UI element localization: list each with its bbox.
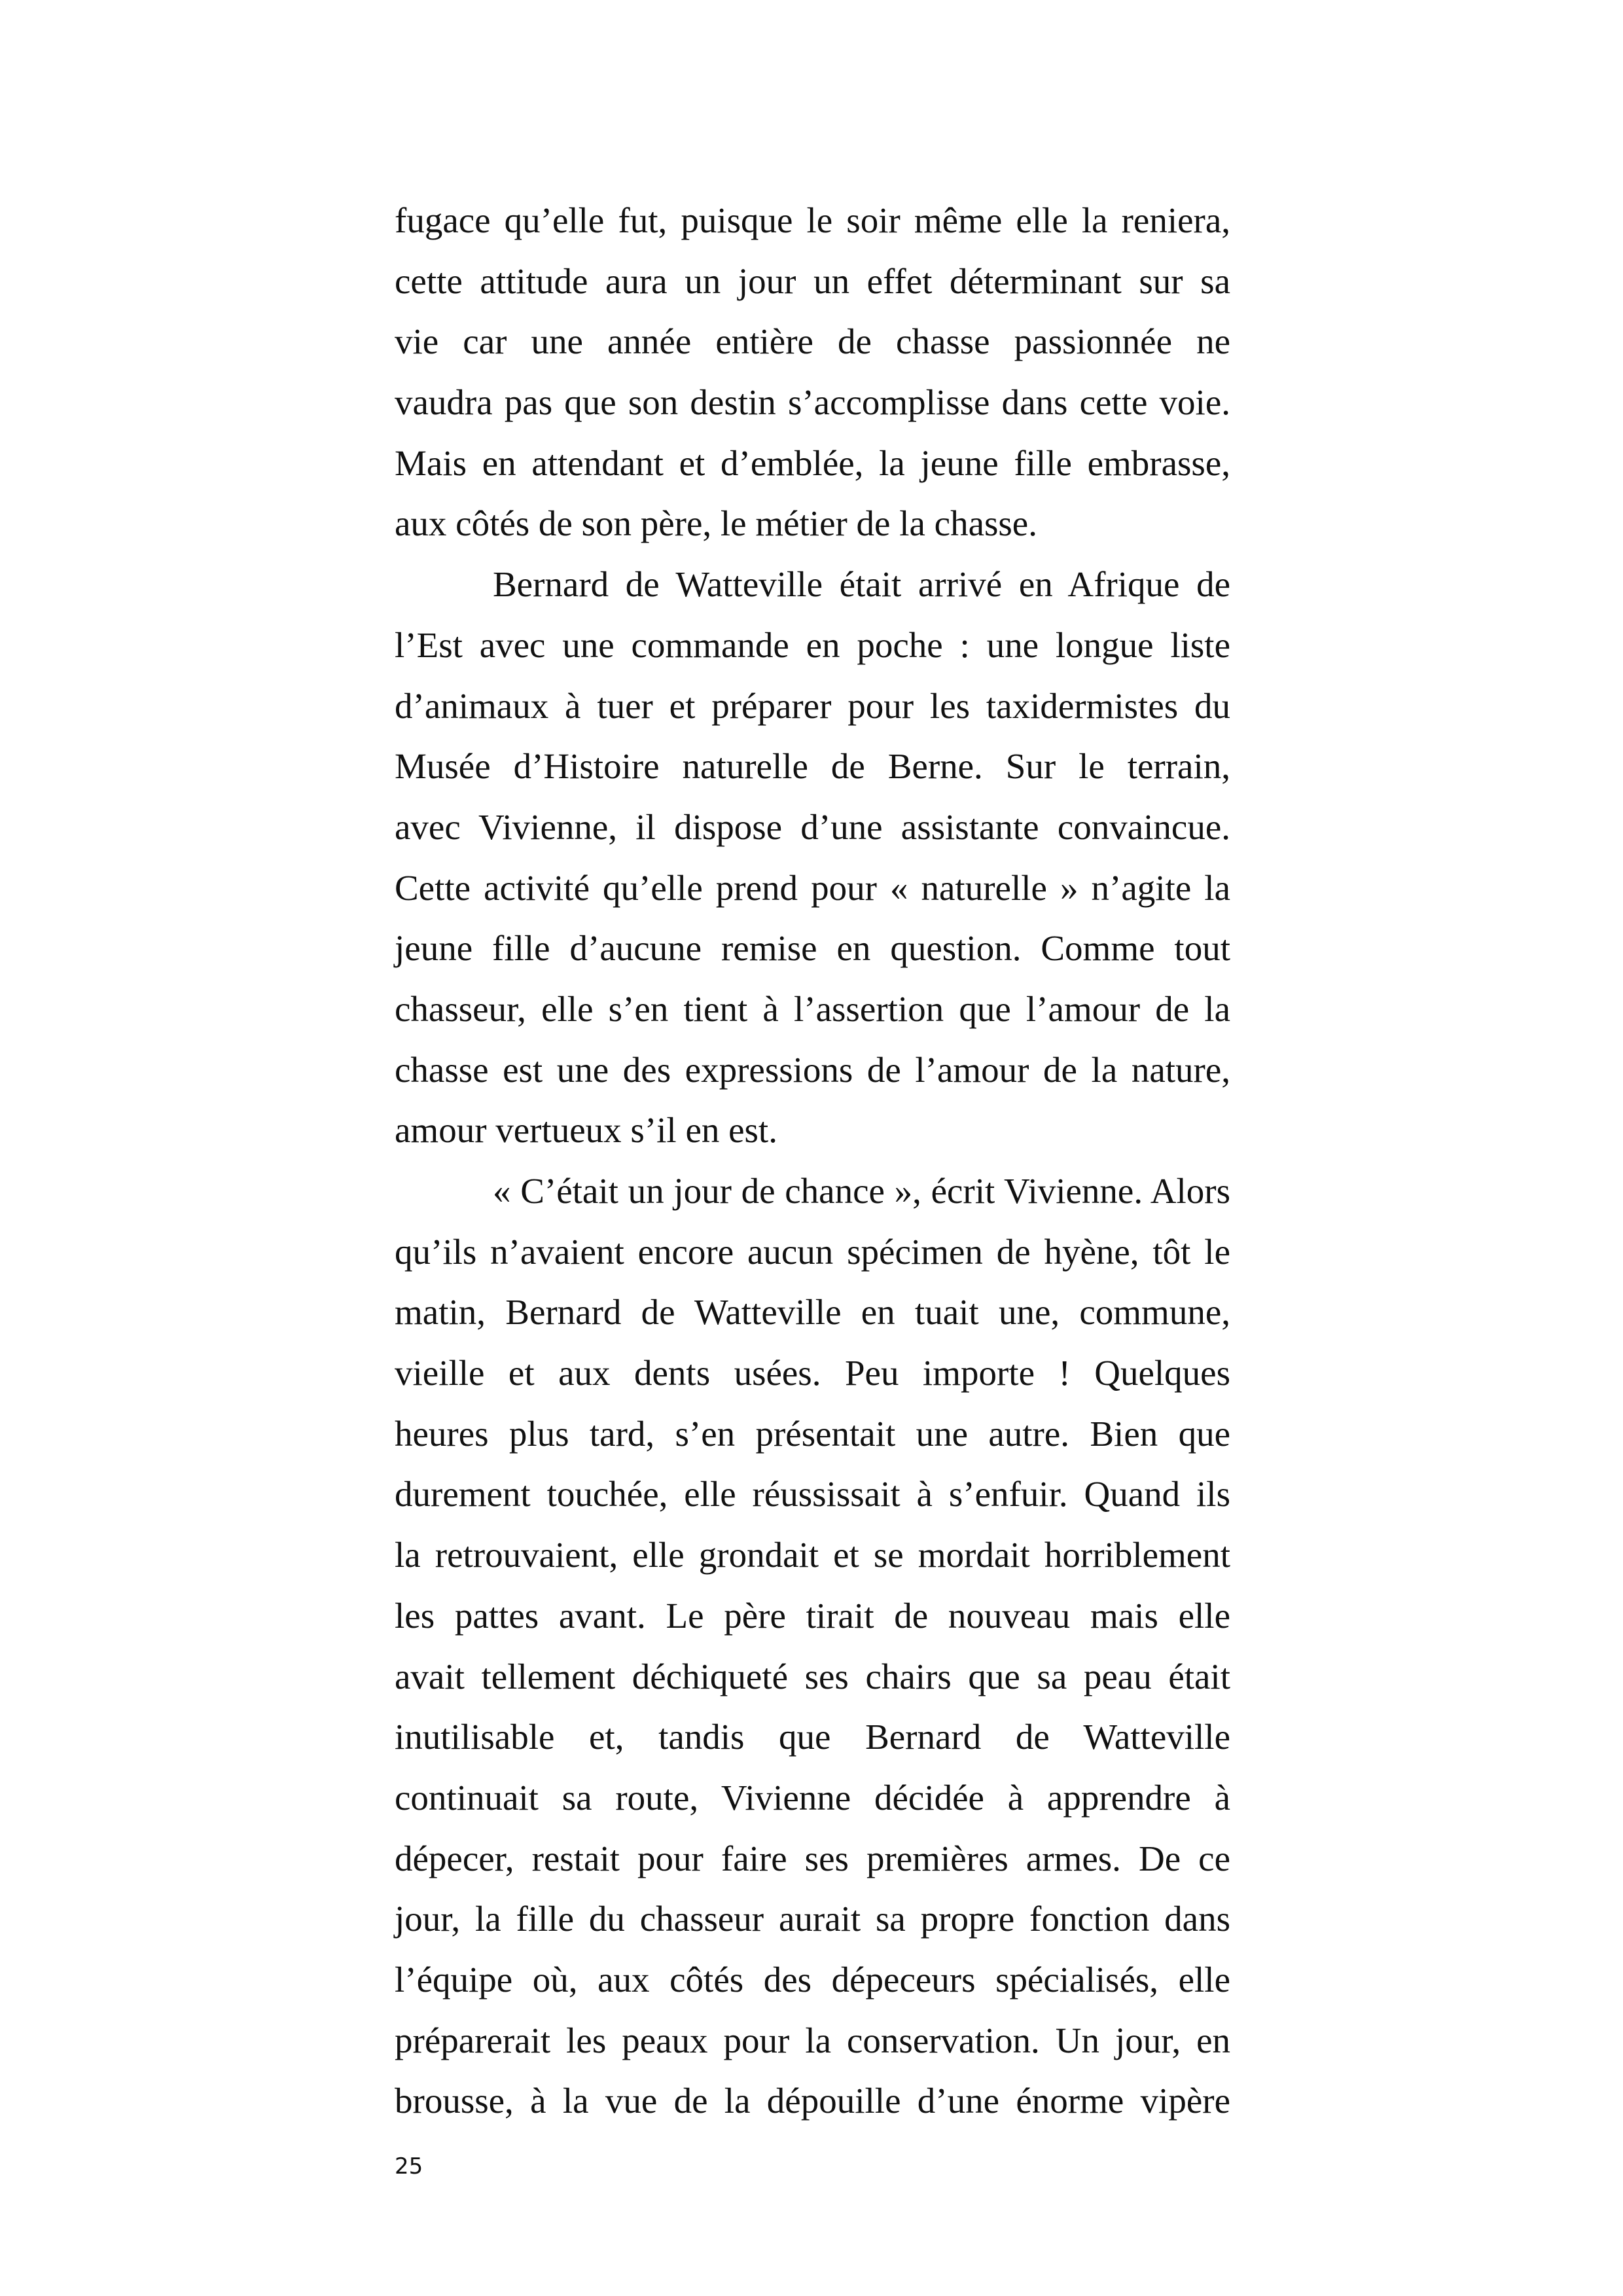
text-line: amour vertueux s’il en est. [395, 1110, 777, 1151]
text-line: l’équipe où, aux côtés des dépeceurs spécialisés, elle [395, 1959, 1230, 2000]
paragraph-2 [395, 554, 1230, 1161]
text-line: Musée d’Histoire naturelle de Berne. Sur le terrain, [395, 746, 1230, 787]
text-line: « C’était un jour de chance », écrit Vivienne. Alors [493, 1171, 1230, 1211]
paragraph-1 [395, 190, 1230, 554]
text-line: vie car une année entière de chasse passionnée ne [395, 321, 1230, 362]
text-line: aux côtés de son père, le métier de la chasse. [395, 503, 1037, 544]
body-text [395, 190, 1230, 2132]
text-line: la retrouvaient, elle grondait et se mordait horriblement [395, 1535, 1230, 1575]
text-line: les pattes avant. Le père tirait de nouveau mais elle [395, 1595, 1230, 1636]
text-line: l’Est avec une commande en poche : une longue liste [395, 624, 1230, 665]
text-line: continuait sa route, Vivienne décidée à apprendre à [395, 1777, 1230, 1818]
text-line: fugace qu’elle fut, puisque le soir même elle la reniera, [395, 200, 1230, 240]
text-line: préparerait les peaux pour la conservation. Un jour, en [395, 2020, 1230, 2060]
text-line: avec Vivienne, il dispose d’une assistante convaincue. [395, 806, 1230, 847]
text-line: vieille et aux dents usées. Peu importe ! Quelques [395, 1353, 1230, 1393]
text-line: chasse est une des expressions de l’amour de la nature, [395, 1049, 1230, 1090]
text-line: matin, Bernard de Watteville en tuait une, commune, [395, 1292, 1230, 1333]
text-line: jour, la fille du chasseur aurait sa propre fonction dans [395, 1899, 1230, 1939]
text-line: d’animaux à tuer et préparer pour les taxidermistes du [395, 685, 1230, 726]
text-line: dépecer, restait pour faire ses premières armes. De ce [395, 1838, 1230, 1878]
page-number: 25 [395, 2153, 423, 2179]
paragraph-3 [395, 1161, 1230, 2132]
text-line: inutilisable et, tandis que Bernard de Watteville [395, 1717, 1230, 1757]
text-line: durement touchée, elle réussissait à s’enfuir. Quand ils [395, 1474, 1230, 1515]
text-line: jeune fille d’aucune remise en question. Comme tout [395, 928, 1230, 969]
text-line: Cette activité qu’elle prend pour « naturelle » n’agite la [395, 867, 1230, 908]
text-line: avait tellement déchiqueté ses chairs que sa peau était [395, 1656, 1230, 1696]
text-line: heures plus tard, s’en présentait une autre. Bien que [395, 1413, 1230, 1454]
text-line: Bernard de Watteville était arrivé en Afrique de [493, 564, 1230, 605]
text-line: qu’ils n’avaient encore aucun spécimen de hyène, tôt le [395, 1231, 1230, 1272]
text-line: brousse, à la vue de la dépouille d’une énorme vipère [395, 2081, 1230, 2121]
text-line: cette attitude aura un jour un effet déterminant sur sa [395, 260, 1230, 301]
text-line: Mais en attendant et d’emblée, la jeune fille embrasse, [395, 442, 1230, 483]
text-line: vaudra pas que son destin s’accomplisse dans cette voie. [395, 382, 1230, 423]
text-line: chasseur, elle s’en tient à l’assertion que l’amour de la [395, 988, 1230, 1029]
